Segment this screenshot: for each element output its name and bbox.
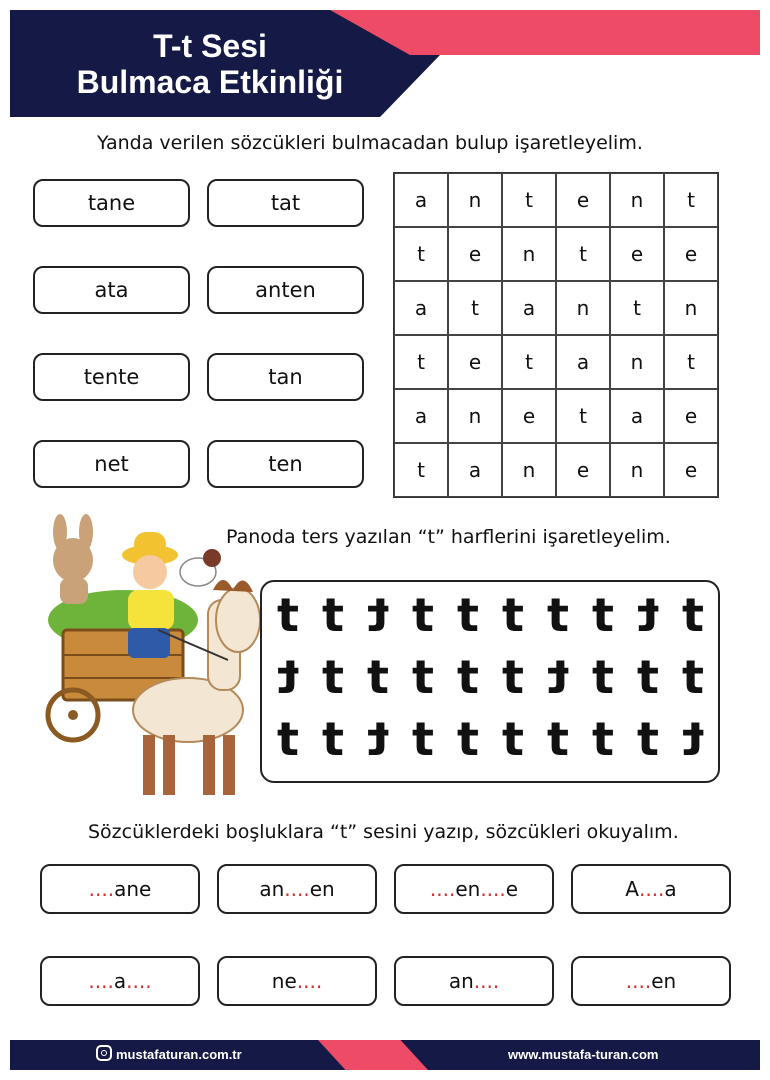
footer-website[interactable]: www.mustafa-turan.com bbox=[508, 1047, 659, 1062]
blank-dots: .... bbox=[88, 969, 114, 993]
t-letter[interactable]: t bbox=[502, 650, 524, 704]
grid-cell[interactable]: t bbox=[502, 335, 556, 389]
blank-dots: .... bbox=[625, 969, 652, 993]
word-fragment: a bbox=[113, 969, 127, 993]
fill-blank-box[interactable] bbox=[571, 864, 731, 914]
word-fragment: an bbox=[259, 877, 285, 901]
grid-cell[interactable]: n bbox=[448, 173, 502, 227]
word-box: anten bbox=[207, 266, 364, 314]
grid-cell[interactable]: t bbox=[502, 173, 556, 227]
footer-instagram-handle[interactable]: mustafaturan.com.tr bbox=[116, 1047, 242, 1062]
blank-dots: .... bbox=[126, 969, 152, 993]
t-letter-reversed[interactable]: t bbox=[367, 588, 389, 642]
fill-blank-box[interactable] bbox=[217, 864, 377, 914]
farmer-cart-illustration bbox=[38, 510, 263, 810]
grid-cell[interactable]: a bbox=[394, 389, 448, 443]
word-fragment: en bbox=[651, 969, 677, 993]
t-letter[interactable]: t bbox=[637, 712, 659, 766]
grid-cell[interactable]: n bbox=[502, 443, 556, 497]
grid-cell[interactable]: a bbox=[394, 281, 448, 335]
word-box: ten bbox=[207, 440, 364, 488]
fill-blank-box[interactable] bbox=[40, 864, 200, 914]
t-letter[interactable]: t bbox=[682, 650, 704, 704]
word-fragment: an bbox=[448, 969, 474, 993]
word-box: tente bbox=[33, 353, 190, 401]
grid-cell[interactable]: t bbox=[556, 389, 610, 443]
grid-cell[interactable]: n bbox=[664, 281, 718, 335]
word-box: ata bbox=[33, 266, 190, 314]
fill-blank-box[interactable] bbox=[571, 956, 731, 1006]
grid-cell[interactable]: t bbox=[664, 173, 718, 227]
t-letter-reversed[interactable]: t bbox=[367, 712, 389, 766]
title-line-2: Bulmaca Etkinliği bbox=[76, 64, 344, 100]
grid-cell[interactable]: e bbox=[610, 227, 664, 281]
grid-cell[interactable]: e bbox=[664, 227, 718, 281]
grid-cell[interactable]: t bbox=[394, 335, 448, 389]
grid-cell[interactable]: n bbox=[448, 389, 502, 443]
word-box: tan bbox=[207, 353, 364, 401]
word-fragment: ane bbox=[114, 877, 152, 901]
t-letter[interactable]: t bbox=[682, 588, 704, 642]
title-line-1: T-t Sesi bbox=[153, 28, 267, 64]
t-letter[interactable]: t bbox=[277, 712, 299, 766]
blank-dots: .... bbox=[473, 969, 500, 993]
word-fragment: a bbox=[664, 877, 677, 901]
instruction-fill-blanks: Sözcüklerdeki boşluklara “t” sesini yazıp, sözcükleri okuyalım. bbox=[88, 821, 679, 843]
word-box: net bbox=[33, 440, 190, 488]
word-box: tat bbox=[207, 179, 364, 227]
t-letter[interactable]: t bbox=[457, 588, 479, 642]
grid-cell[interactable]: t bbox=[394, 227, 448, 281]
grid-cell[interactable]: n bbox=[610, 173, 664, 227]
t-letter-reversed[interactable]: t bbox=[547, 650, 569, 704]
t-letter[interactable]: t bbox=[592, 650, 614, 704]
t-letter[interactable]: t bbox=[502, 588, 524, 642]
t-letter-reversed[interactable]: t bbox=[637, 588, 659, 642]
grid-cell[interactable]: n bbox=[502, 227, 556, 281]
blank-dots: .... bbox=[429, 877, 456, 901]
grid-cell[interactable]: a bbox=[556, 335, 610, 389]
grid-cell[interactable]: e bbox=[556, 443, 610, 497]
grid-cell[interactable]: a bbox=[394, 173, 448, 227]
grid-cell[interactable]: t bbox=[448, 281, 502, 335]
grid-cell[interactable]: n bbox=[610, 335, 664, 389]
t-letter[interactable]: t bbox=[457, 650, 479, 704]
grid-cell[interactable]: t bbox=[394, 443, 448, 497]
word-box: tane bbox=[33, 179, 190, 227]
grid-cell[interactable]: a bbox=[502, 281, 556, 335]
grid-cell[interactable]: a bbox=[448, 443, 502, 497]
grid-cell[interactable]: t bbox=[556, 227, 610, 281]
t-letter[interactable]: t bbox=[322, 588, 344, 642]
instruction-word-search: Yanda verilen sözcükleri bulmacadan bulup işaretleyelim. bbox=[97, 132, 643, 154]
t-letter[interactable]: t bbox=[277, 588, 299, 642]
blank-dots: .... bbox=[296, 969, 323, 993]
word-fragment: e bbox=[505, 877, 519, 901]
grid-cell[interactable]: t bbox=[664, 335, 718, 389]
t-letter[interactable]: t bbox=[412, 588, 434, 642]
instagram-icon bbox=[96, 1045, 112, 1061]
blank-dots: .... bbox=[480, 877, 506, 901]
t-letter-reversed[interactable]: t bbox=[277, 650, 299, 704]
t-letter[interactable]: t bbox=[457, 712, 479, 766]
t-letter[interactable]: t bbox=[412, 650, 434, 704]
grid-cell[interactable]: e bbox=[448, 227, 502, 281]
word-fragment: en bbox=[455, 877, 481, 901]
fill-blank-box[interactable] bbox=[394, 864, 554, 914]
blank-dots: .... bbox=[88, 877, 115, 901]
grid-cell[interactable]: e bbox=[664, 389, 718, 443]
header-cutout bbox=[380, 55, 760, 117]
t-letter[interactable]: t bbox=[322, 712, 344, 766]
t-letter[interactable]: t bbox=[502, 712, 524, 766]
t-letter[interactable]: t bbox=[592, 588, 614, 642]
page-title bbox=[40, 28, 380, 100]
grid-cell[interactable]: e bbox=[664, 443, 718, 497]
grid-cell[interactable]: n bbox=[610, 443, 664, 497]
fill-blank-box[interactable] bbox=[217, 956, 377, 1006]
blank-dots: .... bbox=[284, 877, 310, 901]
t-letter-reversed[interactable]: t bbox=[682, 712, 704, 766]
fill-blank-box[interactable] bbox=[40, 956, 200, 1006]
blank-dots: .... bbox=[638, 877, 665, 901]
fill-blank-box[interactable] bbox=[394, 956, 554, 1006]
grid-cell[interactable]: a bbox=[610, 389, 664, 443]
instruction-reversed-t: Panoda ters yazılan “t” harflerini işaretleyelim. bbox=[226, 526, 671, 548]
t-letter[interactable]: t bbox=[547, 588, 569, 642]
t-letter[interactable]: t bbox=[412, 712, 434, 766]
t-letter[interactable]: t bbox=[547, 712, 569, 766]
grid-cell[interactable]: e bbox=[556, 173, 610, 227]
t-letter[interactable]: t bbox=[322, 650, 344, 704]
grid-cell[interactable]: e bbox=[502, 389, 556, 443]
grid-cell[interactable]: e bbox=[448, 335, 502, 389]
t-letter[interactable]: t bbox=[637, 650, 659, 704]
grid-cell[interactable]: n bbox=[556, 281, 610, 335]
word-fragment: en bbox=[309, 877, 335, 901]
t-letter[interactable]: t bbox=[367, 650, 389, 704]
grid-cell[interactable]: t bbox=[610, 281, 664, 335]
t-letter[interactable]: t bbox=[592, 712, 614, 766]
word-search-grid bbox=[393, 172, 719, 498]
word-fragment: A bbox=[625, 877, 639, 901]
word-fragment: ne bbox=[271, 969, 297, 993]
